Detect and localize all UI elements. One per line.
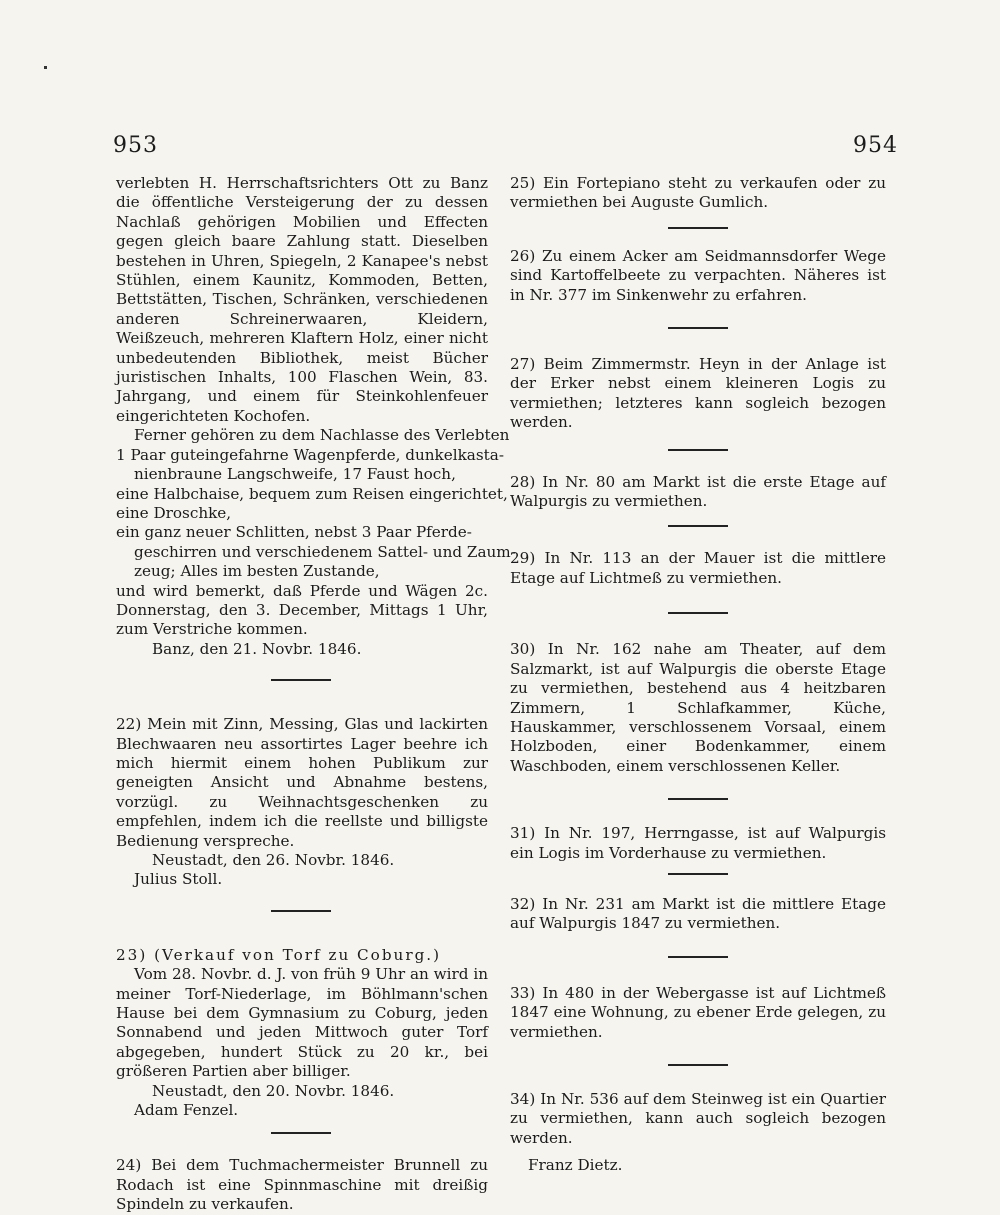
separator-rule	[668, 798, 728, 800]
signature: Adam Fenzel.	[134, 1101, 239, 1120]
separator-rule	[668, 956, 728, 958]
ad-line: zeug; Alles im besten Zustande,	[134, 562, 380, 581]
ad-text: Vom 28. Novbr. d. J. von früh 9 Uhr an wird in meiner Torf-Niederlage, im Böhlmann'schen Hause bei dem Gymnasium zu Coburg, jeden Sonnabend und jeden Mittwoch guter Torf abgegeben, hundert Stück zu 20 kr., bei größeren Partien aber billiger.	[116, 965, 488, 1081]
ad-text: 34) In Nr. 536 auf dem Steinweg ist ein Quartier zu vermiethen, kann auch sogleich bezogen werden.	[510, 1089, 886, 1147]
ad-32	[510, 895, 886, 934]
ad-33	[510, 984, 886, 1042]
separator-rule	[668, 327, 728, 329]
page-number-right: 954	[853, 133, 898, 158]
ad-24	[116, 1156, 488, 1214]
ad-28	[510, 473, 886, 512]
ad-text: 24) Bei dem Tuchmachermeister Brunnell zu Rodach ist eine Spinnmaschine mit dreißig Spindeln zu verkaufen.	[116, 1156, 488, 1214]
separator-rule	[271, 679, 331, 681]
ad-text: und wird bemerkt, daß Pferde und Wägen 2c. Donnerstag, den 3. December, Mittags 1 Uhr, zum Verstriche kommen.	[116, 581, 488, 639]
ad-text: 27) Beim Zimmermstr. Heyn in der Anlage ist der Erker nebst einem kleineren Logis zu vermiethen; letzteres kann sogleich bezogen werden.	[510, 355, 886, 432]
separator-rule	[271, 910, 331, 912]
ad-text: 25) Ein Fortepiano steht zu verkaufen oder zu vermiethen bei Auguste Gumlich.	[510, 174, 886, 212]
ad-26	[510, 247, 886, 305]
signature: Julius Stoll.	[134, 870, 223, 889]
ad-29	[510, 549, 886, 588]
ad-22	[116, 715, 488, 890]
ad-line: 1 Paar guteingefahrne Wagenpferde, dunkelkasta-	[116, 445, 504, 464]
ad-23	[116, 946, 488, 1121]
separator-rule	[668, 525, 728, 527]
ad-line: eine Halbchaise, bequem zum Reisen eingerichtet,	[116, 484, 508, 503]
ad-25	[510, 174, 886, 213]
ad-ott-auction	[116, 174, 516, 659]
left-column	[116, 174, 516, 1215]
ad-34	[510, 1090, 886, 1176]
ad-text: 29) In Nr. 113 an der Mauer ist die mittlere Etage auf Lichtmeß zu vermiethen.	[510, 549, 886, 587]
ad-text: 28) In Nr. 80 am Markt ist die erste Etage auf Walpurgis zu vermiethen.	[510, 472, 886, 511]
separator-rule	[668, 612, 728, 614]
separator-rule	[668, 1064, 728, 1066]
ad-line: eine Droschke,	[116, 503, 232, 522]
right-column	[510, 174, 886, 1176]
ad-text: 26) Zu einem Acker am Seidmannsdorfer Wege sind Kartoffelbeete zu verpachten. Näheres ist in Nr. 377 im Sinkenwehr zu erfahren.	[510, 246, 886, 304]
ad-line: nienbraune Langschweife, 17 Faust hoch,	[134, 465, 456, 484]
print-speck	[44, 66, 47, 69]
ad-line: Ferner gehören zu dem Nachlasse des Verlebten	[134, 426, 510, 445]
ad-horse-list	[116, 426, 516, 581]
ad-text: 31) In Nr. 197, Herrngasse, ist auf Walpurgis ein Logis im Vorderhause zu vermiethen.	[510, 824, 886, 862]
ad-line: geschirren und verschiedenem Sattel- und Zaum-	[134, 542, 516, 561]
separator-rule	[668, 873, 728, 875]
ad-31	[510, 824, 886, 863]
ad-text: verlebten H. Herrschaftsrichters Ott zu Banz die öffentliche Versteigerung der zu dessen Nachlaß gehörigen Mobilien und Effecten gegen gleich baare Zahlung statt. Dieselben bestehen in Uhren, Spiegeln, 2 Kanapee's nebst Stühlen, einem Kaunitz, Kommoden, Betten, Bettstätten, Tischen, Schränken, verschiedenen anderen Schreinerwaaren, Kleidern, Weißzeuch, mehreren Klaftern Holz, einer nicht unbedeutenden Bibliothek, meist Bücher juristischen Inhalts, 100 Flaschen Wein, 83. Jahrgang, und einem für Steinkohlenfeuer eingerichteten Kochofen.	[116, 174, 488, 425]
separator-rule	[668, 227, 728, 229]
ad-27	[510, 355, 886, 433]
place-date: Neustadt, den 26. Novbr. 1846.	[152, 851, 395, 869]
place-date: Neustadt, den 20. Novbr. 1846.	[152, 1081, 395, 1100]
ad-text: 33) In 480 in der Webergasse ist auf Lichtmeß 1847 eine Wohnung, zu ebener Erde gelegen, zu vermiethen.	[510, 983, 886, 1041]
signature: Franz Dietz.	[528, 1156, 623, 1175]
ad-text: 22) Mein mit Zinn, Messing, Glas und lackirten Blechwaaren neu assortirtes Lager beehre ich mich hiermit einem hohen Publikum zur geneigten Ansicht und Abnahme bestens, vorzügl. zu Weihnachtsgeschenken zu empfehlen, indem ich die reellste und billigste Bedienung verspreche.	[116, 715, 488, 850]
ad-30	[510, 640, 886, 776]
ad-heading: 23) (Verkauf von Torf zu Coburg.)	[116, 945, 442, 964]
separator-rule	[271, 1132, 331, 1134]
page-number-left: 953	[113, 133, 158, 158]
ad-text: 30) In Nr. 162 nahe am Theater, auf dem Salzmarkt, ist auf Walpurgis die oberste Etage zu vermiethen, bestehend aus 4 heitzbaren Zimmern, 1 Schlafkammer, Küche, Hauskammer, verschlossenem Vorsaal, einem Holzboden, einer Bodenkammer, einem Waschboden, einem verschlossenen Keller.	[510, 640, 886, 775]
separator-rule	[668, 449, 728, 451]
place-date: Banz, den 21. Novbr. 1846.	[152, 639, 362, 658]
ad-line: ein ganz neuer Schlitten, nebst 3 Paar Pferde-	[116, 523, 472, 542]
ad-text: 32) In Nr. 231 am Markt ist die mittlere Etage auf Walpurgis 1847 zu vermiethen.	[510, 894, 886, 933]
